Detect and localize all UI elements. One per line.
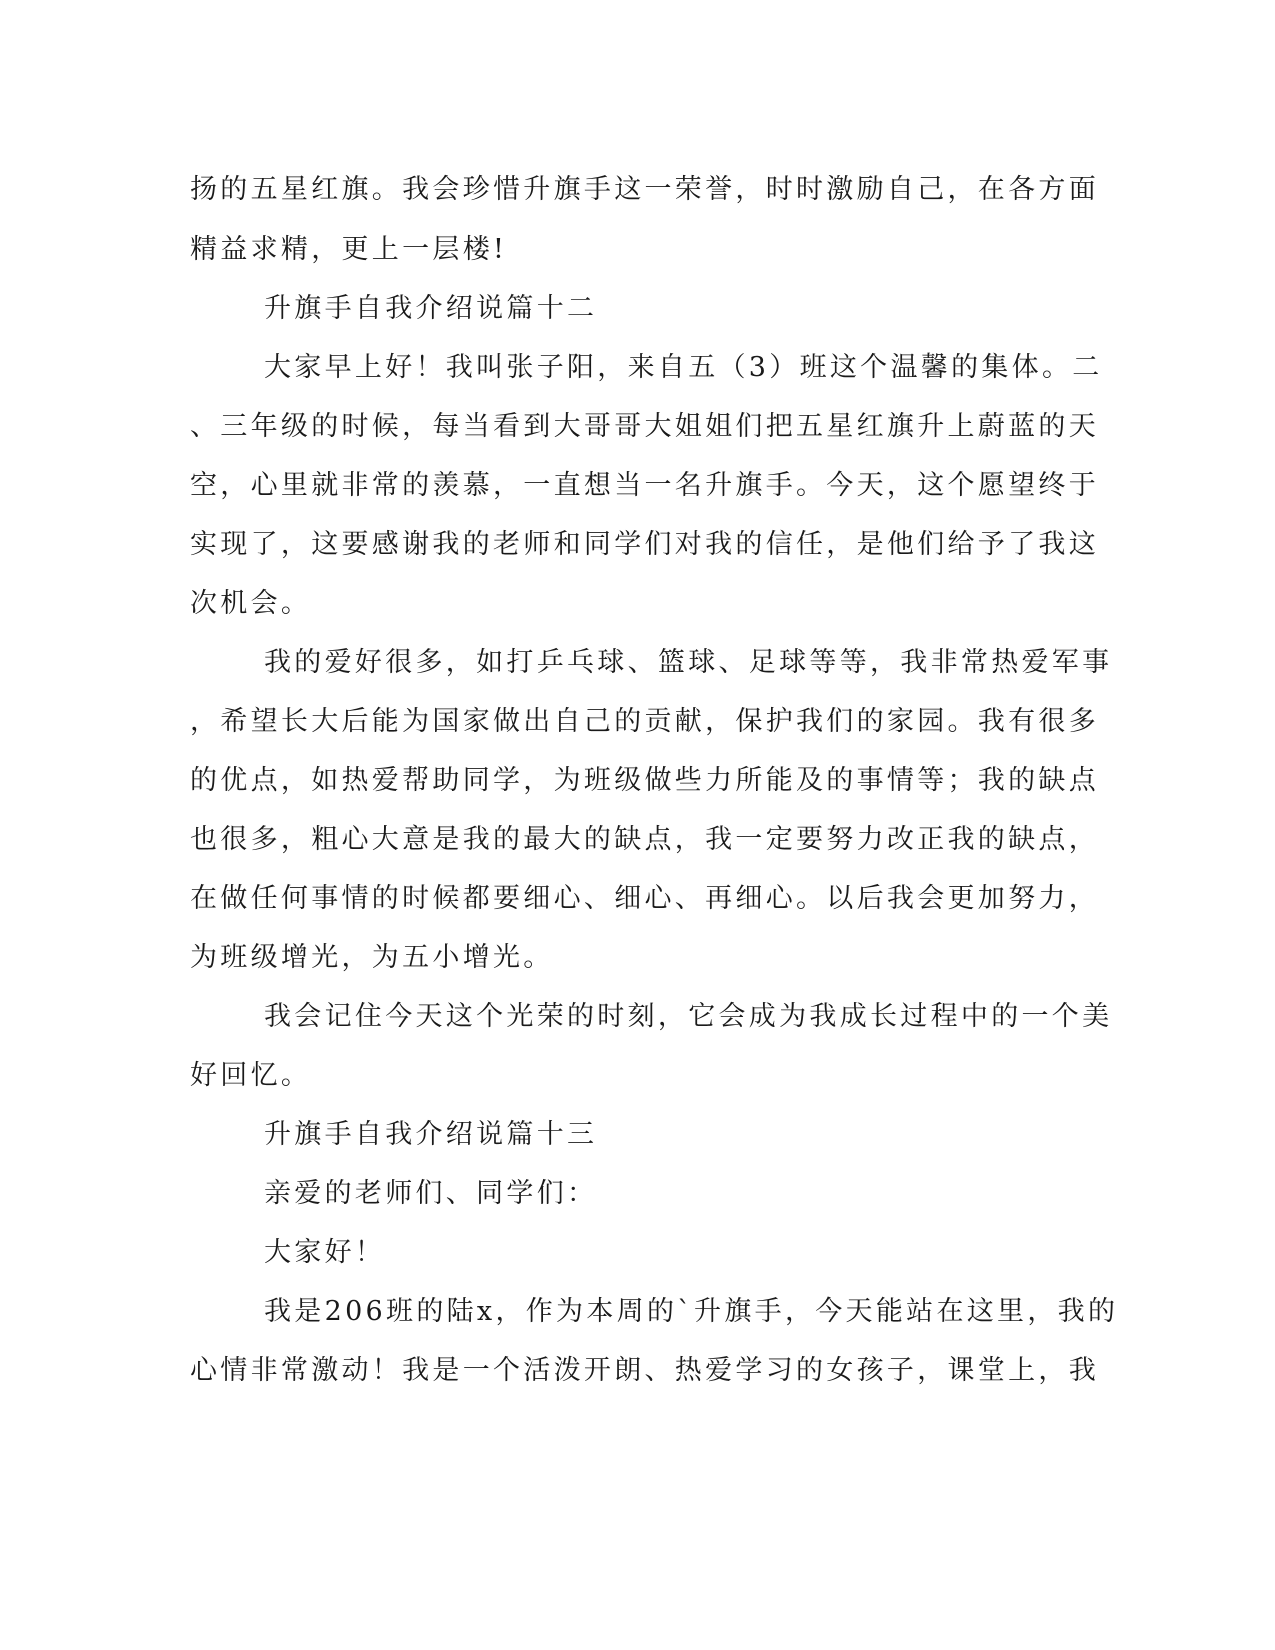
text-line: 空，心里就非常的羡慕，一直想当一名升旗手。今天，这个愿望终于	[190, 470, 1099, 501]
text-line: 实现了，这要感谢我的老师和同学们对我的信任，是他们给予了我这	[190, 529, 1099, 560]
text-line: 我的爱好很多，如打乒乓球、篮球、足球等等，我非常热爱军事	[264, 647, 1113, 678]
text-line: 扬的五星红旗。我会珍惜升旗手这一荣誉，时时激励自己，在各方面	[190, 174, 1099, 205]
text-line: 心情非常激动！我是一个活泼开朗、热爱学习的女孩子，课堂上，我	[190, 1355, 1099, 1386]
text-line: 亲爱的老师们、同学们：	[264, 1178, 598, 1209]
text-line: 大家早上好！我叫张子阳，来自五（3）班这个温馨的集体。二	[264, 352, 1103, 383]
text-line: 精益求精，更上一层楼!	[190, 234, 508, 265]
text-line: 在做任何事情的时候都要细心、细心、再细心。以后我会更加努力，	[190, 883, 1099, 914]
text-line: 也很多，粗心大意是我的最大的缺点，我一定要努力改正我的缺点，	[190, 824, 1099, 855]
text-line: ，希望长大后能为国家做出自己的贡献，保护我们的家园。我有很多	[190, 706, 1099, 737]
text-line: 、三年级的时候，每当看到大哥哥大姐姐们把五星红旗升上蔚蓝的天	[190, 411, 1099, 442]
section-heading: 升旗手自我介绍说篇十三	[264, 1119, 598, 1150]
text-line: 为班级增光，为五小增光。	[190, 942, 554, 973]
text-line: 好回忆。	[190, 1060, 312, 1091]
text-line: 大家好！	[264, 1237, 386, 1268]
section-heading: 升旗手自我介绍说篇十二	[264, 293, 598, 324]
text-line: 我会记住今天这个光荣的时刻，它会成为我成长过程中的一个美	[264, 1001, 1113, 1032]
text-line: 我是206班的陆x，作为本周的`升旗手，今天能站在这里，我的	[264, 1296, 1119, 1327]
text-line: 的优点，如热爱帮助同学，为班级做些力所能及的事情等；我的缺点	[190, 765, 1099, 796]
text-line: 次机会。	[190, 588, 312, 619]
